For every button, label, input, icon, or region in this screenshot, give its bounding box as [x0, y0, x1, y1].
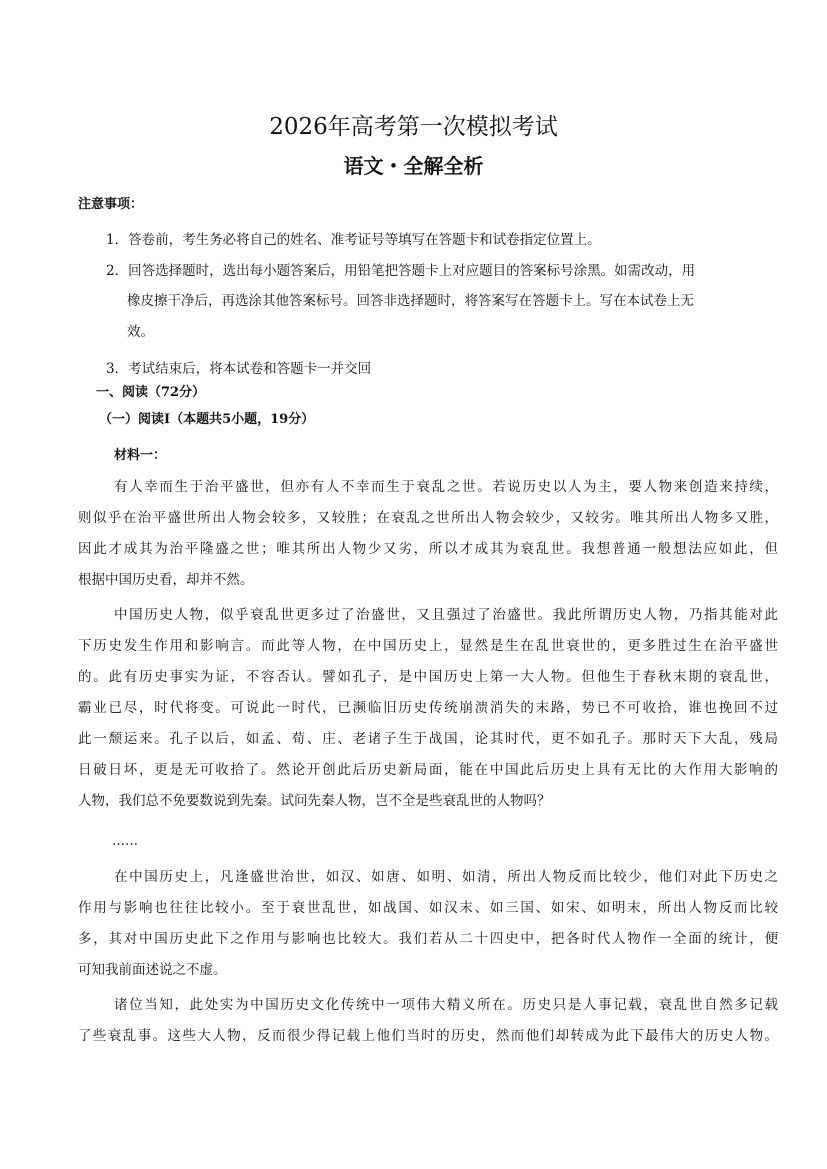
document-subtitle: 语文・全解全析 — [343, 154, 484, 178]
notice-item: 2．回答选择题时，选出每小题答案后，用铅笔把答题卡上对应题目的答案标号涂黑。如需改动，用 — [106, 263, 696, 279]
notice-item: 3．考试结束后，将本试卷和答题卡一并交回 — [106, 361, 372, 377]
document-title: 2026年高考第一次模拟考试 — [269, 114, 558, 140]
ellipsis: …… — [112, 834, 138, 849]
paragraph-line: 下历史发生作用和影响言。而此等人物，在中国历史上，显然是生在乱世衰世的，更多胜过生在治平盛世 — [78, 638, 778, 654]
section-heading: 一、阅读（72分） — [96, 385, 206, 400]
paragraph-line: 霸业已尽，时代将变。可说此一时代，已濒临旧历史传统崩溃消失的末路，势已不可收拾，谁也挽回不过 — [78, 700, 778, 716]
paragraph-line: 根据中国历史看，却并不然。 — [78, 572, 254, 588]
paragraph-line: 在中国历史上，凡逢盛世治世，如汉、如唐、如明、如清，所出人物反而比较少，他们对此下历史之 — [114, 869, 778, 885]
paragraph-line: 了些衰乱事。这些大人物，反而很少得记载上他们当时的历史，然而他们却转成为此下最伟大的历史人物。 — [78, 1028, 778, 1044]
notice-item-continued: 效。 — [127, 324, 154, 340]
subsection-heading: （一）阅读Ⅰ（本题共5小题，19分） — [99, 412, 315, 427]
paragraph-line: 有人幸而生于治平盛世，但亦有人不幸而生于衰乱之世。若说历史以人为主，要人物来创造来持续， — [114, 479, 778, 495]
paragraph-line: 此一颓运来。孔子以后，如孟、荀、庄、老诸子生于战国，论其时代，更不如孔子。那时天下大乱，残局 — [78, 731, 778, 747]
notice-item-continued: 橡皮擦干净后，再选涂其他答案标号。回答非选择题时，将答案写在答题卡上。写在本试卷上无 — [127, 293, 694, 309]
paragraph-line: 因此才成其为治平隆盛之世；唯其所出人物少又劣，所以才成其为衰乱世。我想普通一般想法应如此，但 — [78, 541, 778, 557]
paragraph-line: 人物，我们总不免要数说到先秦。试问先秦人物，岂不全是些衰乱世的人物吗？ — [78, 793, 551, 809]
paragraph-line: 的。此有历史事实为证，不容否认。譬如孔子，是中国历史上第一大人物。但他生于春秋末期的衰乱世， — [78, 669, 778, 685]
paragraph-line: 则似乎在治平盛世所出人物会较多，又较胜；在衰乱之世所出人物会较少，又较劣。唯其所出人物多又胜， — [78, 510, 778, 526]
paragraph-line: 作用与影响也往往比较小。至于衰世乱世，如战国、如汉末、如三国、如宋、如明末，所出人物反而比较 — [78, 900, 778, 916]
paragraph-line: 日破日坏，更是无可收拾了。然论开创此后历史新局面，能在中国此后历史上具有无比的大作用大影响的 — [78, 762, 778, 778]
notice-heading: 注意事项： — [78, 197, 144, 212]
paragraph-line: 可知我前面述说之不虚。 — [78, 962, 227, 978]
paragraph-line: 多，其对中国历史此下之作用与影响也比较大。我们若从二十四史中，把各时代人物作一全面的统计，便 — [78, 931, 778, 947]
paragraph-line: 诸位当知，此处实为中国历史文化传统中一项伟大精义所在。历史只是人事记载，衰乱世自然多记载 — [114, 997, 778, 1013]
paragraph-line: 中国历史人物，似乎衰乱世更多过了治盛世，又且强过了治盛世。我此所谓历史人物，乃指其能对此 — [114, 607, 778, 623]
material-label: 材料一： — [114, 448, 167, 463]
notice-item: 1．答卷前，考生务必将自己的姓名、准考证号等填写在答题卡和试卷指定位置上。 — [106, 232, 601, 248]
